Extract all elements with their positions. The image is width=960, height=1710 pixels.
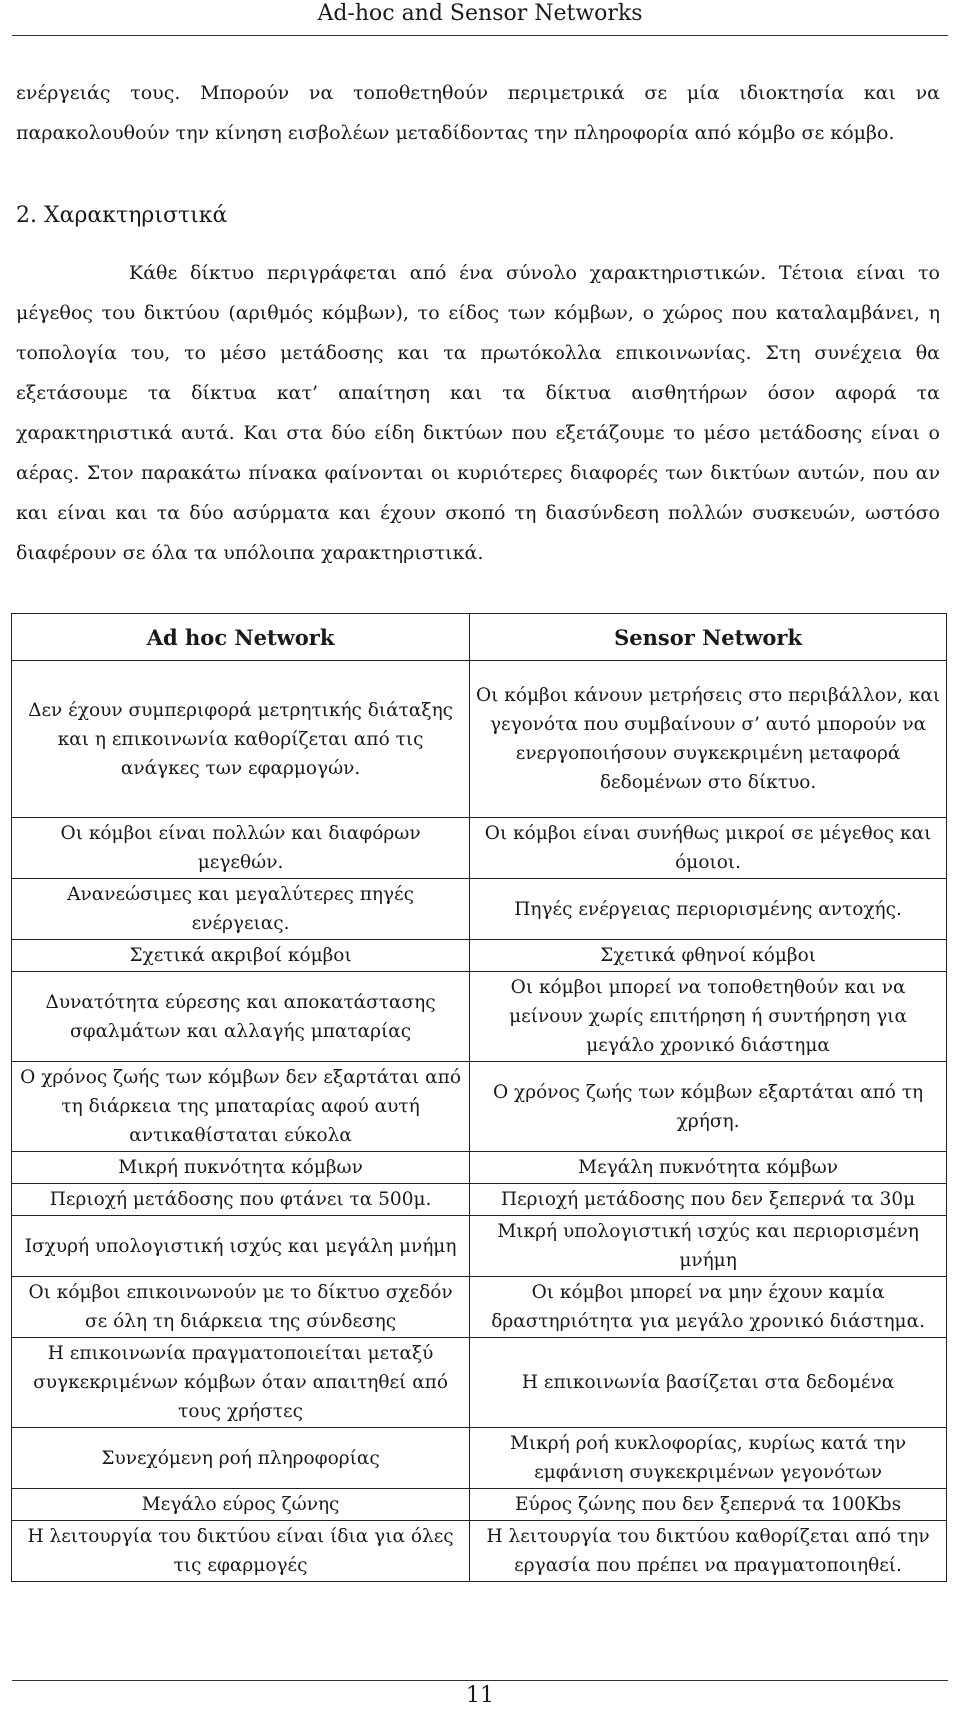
table-row: [12, 1489, 947, 1521]
table-cell-adhoc: Σχετικά ακριβοί κόμβοι: [12, 940, 470, 972]
table-cell-adhoc: Δεν έχουν συμπεριφορά μετρητικής διάταξης και η επικοινωνία καθορίζεται από τις ανάγκες των εφαρμογών.: [12, 661, 470, 818]
section-paragraph: Κάθε δίκτυο περιγράφεται από ένα σύνολο χαρακτηριστικών. Τέτοια είναι το μέγεθος του δικτύου (αριθμός κόμβων), το είδος των κόμβων, ο χώρος που καταλαμβάνει, η τοπολογία του, το μέσο μετάδοσης και τα πρωτόκολλα επικοινωνίας. Στη συνέχεια θα εξετάσουμε τα δίκτυα κατ’ απαίτηση και τα δίκτυα αισθητήρων όσον αφορά τα χαρακτηριστικά αυτά. Και στα δύο είδη δικτύων που εξετάζουμε το μέσο μετάδοσης είναι ο αέρας. Στον παρακάτω πίνακα φαίνονται οι κυριότερες διαφορές των δικτύων αυτών, που αν και είναι και τα δύο ασύρματα και έχουν σκοπό τη διασύνδεση πολλών συσκευών, ωστόσο διαφέρουν σε όλα τα υπόλοιπα χαρακτηριστικά.: [16, 262, 940, 564]
table-row: [12, 1277, 947, 1338]
footer-divider: [12, 1680, 948, 1681]
comparison-table: [11, 613, 947, 1582]
table-row: [12, 661, 947, 818]
table-cell-adhoc: Ισχυρή υπολογιστική ισχύς και μεγάλη μνήμη: [12, 1216, 470, 1277]
table-row: [12, 940, 947, 972]
table-row: [12, 1428, 947, 1489]
table-row: [12, 818, 947, 879]
table-cell-adhoc: Η λειτουργία του δικτύου είναι ίδια για όλες τις εφαρμογές: [12, 1521, 470, 1582]
table-cell-sensor: Ο χρόνος ζωής των κόμβων εξαρτάται από τη χρήση.: [470, 1062, 947, 1152]
table-cell-sensor: Πηγές ενέργειας περιορισμένης αντοχής.: [470, 879, 947, 940]
table-cell-adhoc: Περιοχή μετάδοσης που φτάνει τα 500μ.: [12, 1184, 470, 1216]
column-header-adhoc: Ad hoc Network: [12, 614, 470, 661]
intro-paragraph: ενέργειάς τους. Μπορούν να τοποθετηθούν περιμετρικά σε μία ιδιοκτησία και να παρακολουθούν την κίνηση εισβολέων μεταδίδοντας την πληροφορία από κόμβο σε κόμβο.: [16, 82, 940, 144]
table-cell-adhoc: Ο χρόνος ζωής των κόμβων δεν εξαρτάται από τη διάρκεια της μπαταρίας αφού αυτή αντικαθίσταται εύκολα: [12, 1062, 470, 1152]
table-row: [12, 1521, 947, 1582]
table-row: [12, 1216, 947, 1277]
table-row: [12, 972, 947, 1062]
table-row: [12, 1184, 947, 1216]
table-cell-sensor: Μικρή υπολογιστική ισχύς και περιορισμένη μνήμη: [470, 1216, 947, 1277]
table-cell-sensor: Η λειτουργία του δικτύου καθορίζεται από την εργασία που πρέπει να πραγματοποιηθεί.: [470, 1521, 947, 1582]
table-cell-adhoc: Μεγάλο εύρος ζώνης: [12, 1489, 470, 1521]
table-cell-adhoc: Συνεχόμενη ροή πληροφορίας: [12, 1428, 470, 1489]
column-header-sensor: Sensor Network: [470, 614, 947, 661]
table-cell-sensor: Περιοχή μετάδοσης που δεν ξεπερνά τα 30μ: [470, 1184, 947, 1216]
table-cell-sensor: Οι κόμβοι είναι συνήθως μικροί σε μέγεθος και όμοιοι.: [470, 818, 947, 879]
table-cell-sensor: Η επικοινωνία βασίζεται στα δεδομένα: [470, 1338, 947, 1428]
page-number: 11: [466, 1683, 494, 1708]
header-divider: [12, 35, 948, 36]
table-cell-adhoc: Η επικοινωνία πραγματοποιείται μεταξύ συγκεκριμένων κόμβων όταν απαιτηθεί από τους χρήστες: [12, 1338, 470, 1428]
table-cell-sensor: Σχετικά φθηνοί κόμβοι: [470, 940, 947, 972]
table-header-row: [12, 614, 947, 661]
table-row: [12, 1062, 947, 1152]
table-row: [12, 1338, 947, 1428]
table-cell-adhoc: Μικρή πυκνότητα κόμβων: [12, 1152, 470, 1184]
table-cell-adhoc: Ανανεώσιμες και μεγαλύτερες πηγές ενέργειας.: [12, 879, 470, 940]
table-cell-adhoc: Δυνατότητα εύρεσης και αποκατάστασης σφαλμάτων και αλλαγής μπαταρίας: [12, 972, 470, 1062]
table-cell-sensor: Οι κόμβοι μπορεί να μην έχουν καμία δραστηριότητα για μεγάλο χρονικό διάστημα.: [470, 1277, 947, 1338]
section-heading: 2. Χαρακτηριστικά: [16, 203, 228, 228]
running-header: Ad-hoc and Sensor Networks: [317, 1, 643, 26]
table-cell-sensor: Οι κόμβοι μπορεί να τοποθετηθούν και να μείνουν χωρίς επιτήρηση ή συντήρηση για μεγάλο χρονικό διάστημα: [470, 972, 947, 1062]
table-cell-adhoc: Οι κόμβοι είναι πολλών και διαφόρων μεγεθών.: [12, 818, 470, 879]
table-row: [12, 879, 947, 940]
table-cell-sensor: Οι κόμβοι κάνουν μετρήσεις στο περιβάλλον, και γεγονότα που συμβαίνουν σ’ αυτό μπορούν να ενεργοποιήσουν συγκεκριμένη μεταφορά δεδομένων στο δίκτυο.: [470, 661, 947, 818]
table-row: [12, 1152, 947, 1184]
table-cell-sensor: Μεγάλη πυκνότητα κόμβων: [470, 1152, 947, 1184]
table-cell-sensor: Εύρος ζώνης που δεν ξεπερνά τα 100Kbs: [470, 1489, 947, 1521]
table-cell-adhoc: Οι κόμβοι επικοινωνούν με το δίκτυο σχεδόν σε όλη τη διάρκεια της σύνδεσης: [12, 1277, 470, 1338]
table-cell-sensor: Μικρή ροή κυκλοφορίας, κυρίως κατά την εμφάνιση συγκεκριμένων γεγονότων: [470, 1428, 947, 1489]
